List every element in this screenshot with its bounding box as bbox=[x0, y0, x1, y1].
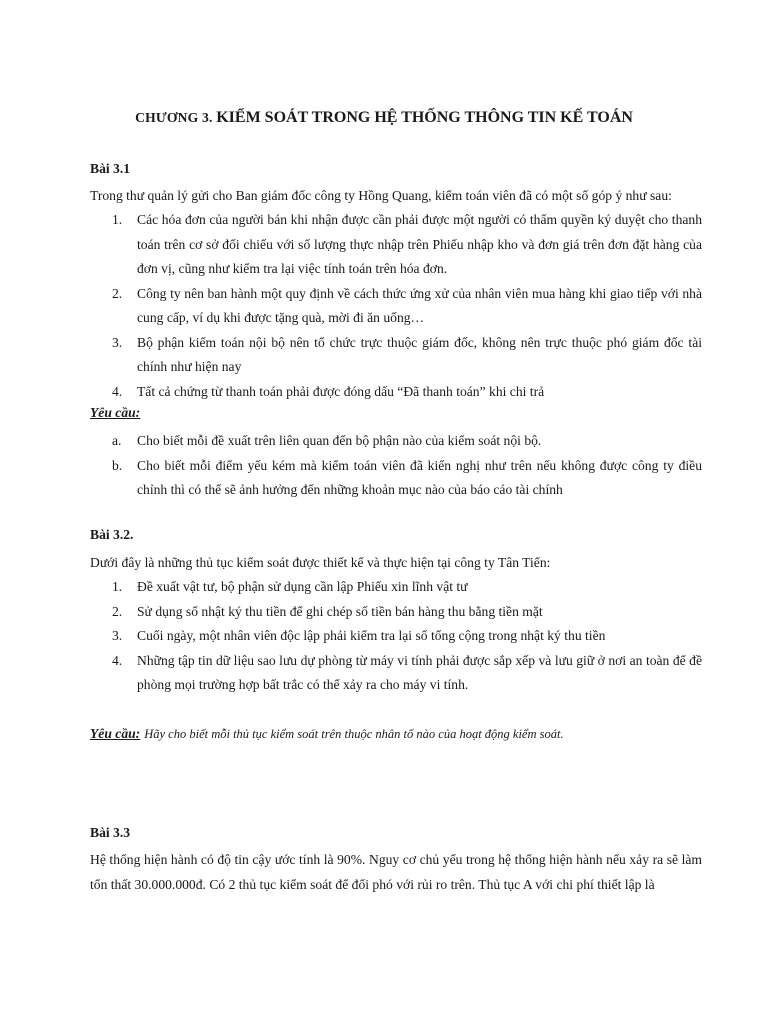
exercise-3-3-text: Hệ thống hiện hành có độ tin cậy ước tính là 90%. Nguy cơ chủ yếu trong hệ thống hiện hành nếu xảy ra sẽ làm tổn thất 30.000.000đ. Có 2 thủ tục kiểm soát để đối phó với rủi ro trên. Thủ tục A với chi phí thiết lập là bbox=[90, 852, 702, 892]
list-item-text: Sử dụng sổ nhật ký thu tiền để ghi chép số tiền bán hàng thu bằng tiền mặt bbox=[137, 603, 543, 619]
exercise-3-2-heading: Bài 3.2. bbox=[90, 527, 134, 542]
list-item-text: Đề xuất vật tư, bộ phận sử dụng cần lập Phiếu xin lĩnh vật tư bbox=[137, 579, 468, 594]
list-item bbox=[90, 624, 702, 649]
list-item bbox=[90, 282, 702, 331]
list-item bbox=[90, 208, 702, 282]
list-marker: b. bbox=[112, 457, 123, 473]
list-item-text: Cuối ngày, một nhân viên độc lập phải kiểm tra lại số tổng cộng trong nhật ký thu tiền bbox=[137, 628, 606, 643]
list-item bbox=[90, 600, 702, 625]
exercise-3-1-list bbox=[90, 208, 702, 404]
exercise-3-1-heading: Bài 3.1 bbox=[90, 161, 131, 176]
list-marker: 4. bbox=[112, 383, 123, 399]
list-item-text: Tất cả chứng từ thanh toán phải được đóng dấu “Đã thanh toán” khi chi trả bbox=[137, 383, 545, 399]
chapter-title bbox=[0, 109, 768, 127]
list-item-text: Công ty nên ban hành một quy định về cách thức ứng xử của nhân viên mua hàng khi giao tiếp với nhà cung cấp, ví dụ khi được tặng quà, mời đi ăn uống… bbox=[137, 285, 702, 325]
chapter-title-text: KIỂM SOÁT TRONG HỆ THỐNG THÔNG TIN KẾ TOÁN bbox=[216, 109, 633, 126]
list-marker: 1. bbox=[112, 579, 123, 594]
list-marker: 1. bbox=[112, 212, 123, 227]
list-marker: 4. bbox=[112, 652, 123, 668]
list-item bbox=[90, 380, 702, 405]
list-item bbox=[90, 454, 702, 503]
exercise-3-1-requirement-list bbox=[90, 429, 702, 503]
list-marker: 2. bbox=[112, 603, 123, 619]
requirement-text: Hãy cho biết mỗi thủ tục kiểm soát trên thuộc nhân tố nào của hoạt động kiểm soát. bbox=[144, 727, 564, 741]
list-item-text: Bộ phận kiểm toán nội bộ nên tổ chức trực thuộc giám đốc, không nên trực thuộc phó giám đốc tài chính như hiện nay bbox=[137, 334, 702, 374]
list-marker: 3. bbox=[112, 628, 123, 643]
exercise-3-1-intro: Trong thư quản lý gửi cho Ban giám đốc công ty Hồng Quang, kiểm toán viên đã có một số góp ý như sau: bbox=[90, 188, 672, 203]
list-item-text: Các hóa đơn của người bán khi nhận được cần phải được một người có thẩm quyền ký duyệt cho thanh toán trên cơ sở đối chiếu với số lượng thực nhập trên Phiếu nhập kho và đơn giá trên đơn đặt hàng của đơn vị, cũng như kiểm tra lại việc tính toán trên hóa đơn. bbox=[137, 212, 702, 276]
exercise-3-2-requirement bbox=[90, 726, 702, 742]
list-item bbox=[90, 331, 702, 380]
exercise-3-1-requirement-label: Yêu cầu: bbox=[90, 405, 141, 420]
list-marker: a. bbox=[112, 433, 122, 448]
list-item-text: Cho biết mỗi điểm yếu kém mà kiểm toán viên đã kiến nghị như trên nếu không được công ty điều chỉnh thì có thể sẽ ảnh hưởng đến những khoản mục nào của báo cáo tài chính bbox=[137, 457, 702, 497]
list-item bbox=[90, 575, 702, 600]
exercise-3-3-heading: Bài 3.3 bbox=[90, 825, 131, 840]
list-marker: 3. bbox=[112, 334, 123, 350]
list-marker: 2. bbox=[112, 285, 123, 301]
requirement-label: Yêu cầu: bbox=[90, 726, 141, 741]
list-item-text: Cho biết mỗi đề xuất trên liên quan đến bộ phận nào của kiểm soát nội bộ. bbox=[137, 433, 542, 448]
list-item bbox=[90, 649, 702, 698]
chapter-prefix: CHƯƠNG 3. bbox=[135, 110, 217, 125]
list-item-text: Những tập tin dữ liệu sao lưu dự phòng từ máy vi tính phải được sắp xếp và lưu giữ ở nơi an toàn để đề phòng mọi trường hợp bất trắc có thể xảy ra cho máy vi tính. bbox=[137, 652, 702, 692]
exercise-3-2-intro: Dưới đây là những thủ tục kiểm soát được thiết kế và thực hiện tại công ty Tân Tiến: bbox=[90, 555, 551, 570]
exercise-3-2-list bbox=[90, 575, 702, 698]
list-item bbox=[90, 429, 702, 454]
